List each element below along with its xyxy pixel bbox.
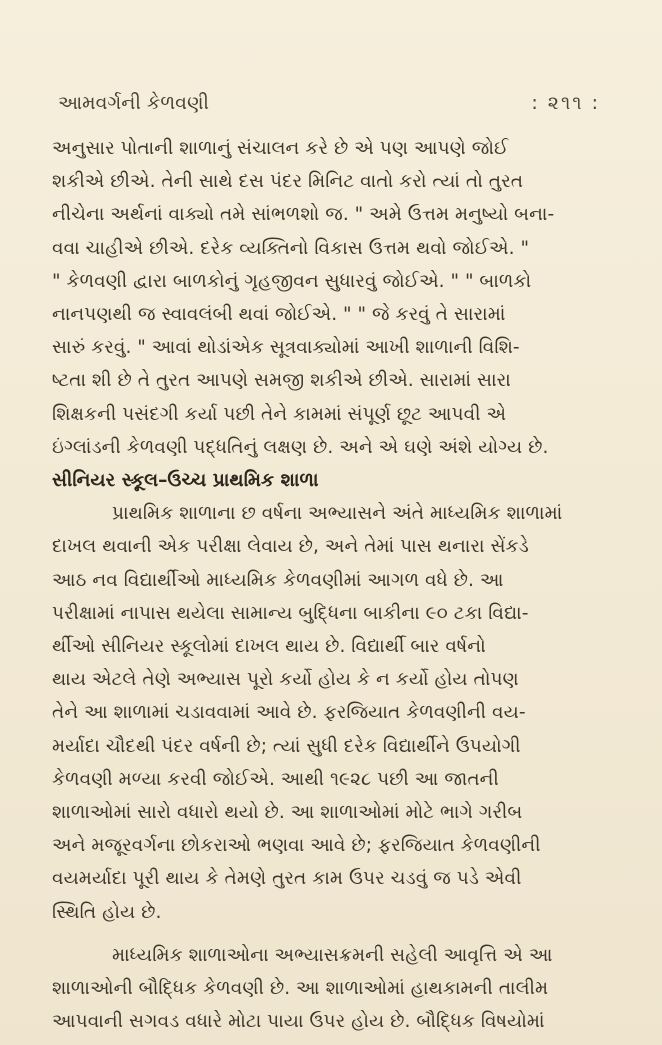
text-line: ર્થીઓ સીનિયર સ્કૂલોમાં દાખલ થાય છે. વિદ્યાર્થી બાર વર્ષનો (52, 636, 486, 658)
text-line: આપવાની સગવડ વધારે મોટા પાયા ઉપર હોય છે. બૌદ્ધિક વિષયોમાં (52, 1011, 545, 1033)
text-line: આઠ નવ વિદ્યાર્થીઓ માધ્યમિક કેળવણીમાં આગળ વધે છે. આ (52, 569, 504, 591)
text-line: સ્થિતિ હોય છે. (52, 901, 162, 923)
text-line: કેળવણી મળ્યા કરવી જોઈએ. આથી ૧૯૨૮ પછી આ જાતની (52, 768, 499, 790)
text-line: માધ્યમિક શાળાઓના અભ્યાસક્રમની સહેલી આવૃત્તિ એ આ (112, 944, 553, 966)
text-line: નાનપણથી જ સ્વાવલંબી થવાં જોઈએ. " " જે કરવું તે સારામાં (52, 304, 506, 326)
paragraph-2 (52, 497, 606, 929)
text-line: નીચેના અર્થનાં વાક્યો તમે સાંભળશો જ. " અમે ઉત્તમ મનુષ્યો બના- (52, 204, 555, 226)
text-line: દાખલ થવાની એક પરીક્ષા લેવાય છે, અને તેમાં પાસ થનારા સેંકડે (52, 536, 529, 558)
text-line: થાય એટલે તેણે અભ્યાસ પૂરો કર્યો હોય કે ન કર્યો હોય તોપણ (52, 669, 519, 691)
text-line: ષ્ટતા શી છે તે તુરત આપણે સમજી શકીએ છીએ. સારામાં સારા (52, 370, 511, 392)
chapter-title: આમવર્ગની કેળવણી (58, 92, 209, 114)
text-line: પરીક્ષામાં નાપાસ થયેલા સામાન્ય બુદ્ધિના બાકીના ૯૦ ટકા વિદ્યા- (52, 602, 529, 624)
text-line: તેને આ શાળામાં ચડાવવામાં આવે છે. ફરજિયાત કેળવણીની વય- (52, 702, 526, 724)
text-line: પ્રાથમિક શાળાના છ વર્ષના અભ્યાસને અંતે માધ્યમિક શાળામાં (112, 503, 563, 525)
text-line: શકીએ છીએ. તેની સાથે દસ પંદર મિનિટ વાતો કરો ત્યાં તો તુરત (52, 171, 524, 193)
text-line: વવા ચાહીએ છીએ. દરેક વ્યક્તિનો વિકાસ ઉત્તમ થવો જોઈએ. " (52, 237, 530, 259)
paragraph-spacer (52, 929, 606, 939)
text-line: મર્યાદા ચૌદથી પંદર વર્ષની છે; ત્યાં સુધી દરેક વિદ્યાર્થીને ઉપયોગી (52, 735, 521, 757)
text-line: અનુસાર પોતાની શાળાનું સંચાલન કરે છે એ પણ આપણે જોઈ (52, 138, 509, 159)
text-line: વયમર્યાદા પૂરી થાય કે તેમણે તુરત કામ ઉપર ચડવું જ પડે એવી (52, 868, 522, 890)
section-heading: સીનિયર સ્કૂલ–ઉચ્ચ પ્રાથમિક શાળા (52, 470, 319, 492)
text-line: શાળાઓમાં સારો વધારો થયો છે. આ શાળાઓમાં મોટે ભાગે ગરીબ (52, 802, 523, 824)
text-line: સારું કરવું. " આવાં થોડાંએક સૂત્રવાક્યોમાં આખી શાળાની વિશિ- (52, 337, 520, 359)
page-number: : ૨૧૧ : (531, 92, 600, 114)
text-line: ઇંગ્લાંડની કેળવણી પદ્ધતિનું લક્ષણ છે. અને એ ઘણે અંશે યોગ્ય છે. (52, 436, 549, 458)
paragraph-3 (52, 939, 606, 1039)
text-line: " કેળવણી દ્વારા બાળકોનું ગૃહજીવન સુધારવું જોઈએ. " " બાળકો (52, 270, 532, 292)
running-header (52, 92, 606, 132)
text-line: અને મજૂરવર્ગના છોકરાઓ ભણવા આવે છે; ફરજિયાત કેળવણીની (52, 835, 541, 857)
paragraph-1 (52, 132, 606, 464)
text-line: શાળાઓની બૌદ્ધિક કેળવણી છે. આ શાળાઓમાં હાથકામની તાલીમ (52, 978, 549, 1000)
text-line: શિક્ષકની પસંદગી કર્યા પછી તેને કામમાં સંપૂર્ણ છૂટ આપવી એ (52, 403, 507, 425)
